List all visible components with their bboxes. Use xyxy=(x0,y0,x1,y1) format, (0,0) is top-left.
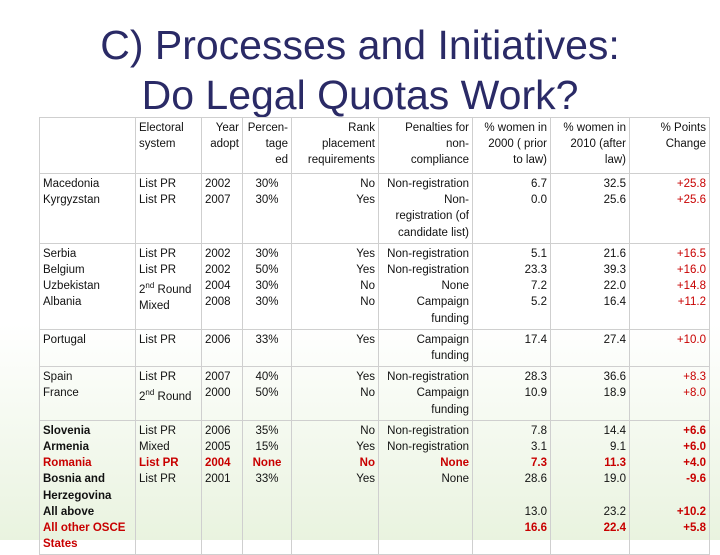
rank-cell: Yes Yes No No xyxy=(292,243,379,329)
change-cell: +10.0 xyxy=(630,329,710,366)
table-row xyxy=(40,243,710,329)
women-2010-cell: 36.6 18.9 xyxy=(551,367,630,421)
women-2000-cell: 17.4 xyxy=(473,329,551,366)
change-cell: +16.5 +16.0 +14.8 +11.2 xyxy=(630,243,710,329)
penalties-cell: Non-registration Non- registration (of candidate list) xyxy=(379,174,473,244)
change-cell: +6.6 +6.0 +4.0 -9.6 +10.2 +5.8 xyxy=(630,420,710,555)
rank-cell: No Yes xyxy=(292,174,379,244)
change-cell: +8.3 +8.0 xyxy=(630,367,710,421)
penalties-cell: Campaign funding xyxy=(379,329,473,366)
system-cell: List PR xyxy=(136,329,202,366)
penalties-cell: Non-registration Non-registration None None xyxy=(379,420,473,555)
women-2010-cell: 21.6 39.3 22.0 16.4 xyxy=(551,243,630,329)
table-row xyxy=(40,367,710,421)
system-cell: List PR Mixed List PR List PR xyxy=(136,420,202,555)
header-percentage: Percen- tage ed xyxy=(243,118,292,174)
quota-table xyxy=(39,117,710,555)
women-2010-cell: 27.4 xyxy=(551,329,630,366)
header-women-2000: % women in 2000 ( prior to law) xyxy=(473,118,551,174)
country-cell: Serbia Belgium Uzbekistan Albania xyxy=(40,243,136,329)
women-2010-cell: 14.4 9.1 11.3 19.0 23.2 22.4 xyxy=(551,420,630,555)
country-cell: Slovenia Armenia Romania Bosnia and Herzegovina All above All other OSCE States xyxy=(40,420,136,555)
rank-cell: Yes No xyxy=(292,367,379,421)
header-country xyxy=(40,118,136,174)
women-2000-cell: 7.8 3.1 7.3 28.6 13.0 16.6 xyxy=(473,420,551,555)
country-cell: Macedonia Kyrgyzstan xyxy=(40,174,136,244)
rank-cell: No Yes No Yes xyxy=(292,420,379,555)
title-line-2: Do Legal Quotas Work? xyxy=(141,72,579,118)
penalties-cell: Non-registration Campaign funding xyxy=(379,367,473,421)
table-row xyxy=(40,174,710,244)
year-cell: 2002 2002 2004 2008 xyxy=(202,243,243,329)
table-row xyxy=(40,420,710,555)
header-women-2010: % women in 2010 (after law) xyxy=(551,118,630,174)
country-cell: Spain France xyxy=(40,367,136,421)
header-year-adopted: Year adopt xyxy=(202,118,243,174)
table-row xyxy=(40,329,710,366)
year-cell: 2006 2005 2004 2001 xyxy=(202,420,243,555)
system-cell: List PR List PR xyxy=(136,174,202,244)
percentage-cell: 30% 30% xyxy=(243,174,292,244)
header-row xyxy=(40,118,710,174)
system-cell: List PR 2nd Round xyxy=(136,367,202,421)
year-cell: 2006 xyxy=(202,329,243,366)
rank-cell: Yes xyxy=(292,329,379,366)
header-penalties: Penalties for non- compliance xyxy=(379,118,473,174)
slide-title xyxy=(0,20,720,120)
women-2000-cell: 6.7 0.0 xyxy=(473,174,551,244)
header-electoral-system: Electoral system xyxy=(136,118,202,174)
system-cell: List PR List PR 2nd Round Mixed xyxy=(136,243,202,329)
country-cell: Portugal xyxy=(40,329,136,366)
title-line-1: C) Processes and Initiatives: xyxy=(100,22,620,68)
header-points-change: % Points Change xyxy=(630,118,710,174)
percentage-cell: 33% xyxy=(243,329,292,366)
women-2000-cell: 5.1 23.3 7.2 5.2 xyxy=(473,243,551,329)
women-2010-cell: 32.5 25.6 xyxy=(551,174,630,244)
change-cell: +25.8 +25.6 xyxy=(630,174,710,244)
women-2000-cell: 28.3 10.9 xyxy=(473,367,551,421)
percentage-cell: 40% 50% xyxy=(243,367,292,421)
year-cell: 2007 2000 xyxy=(202,367,243,421)
year-cell: 2002 2007 xyxy=(202,174,243,244)
percentage-cell: 35% 15% None 33% xyxy=(243,420,292,555)
percentage-cell: 30% 50% 30% 30% xyxy=(243,243,292,329)
penalties-cell: Non-registration Non-registration None Campaign funding xyxy=(379,243,473,329)
header-rank-placement: Rank placement requirements xyxy=(292,118,379,174)
